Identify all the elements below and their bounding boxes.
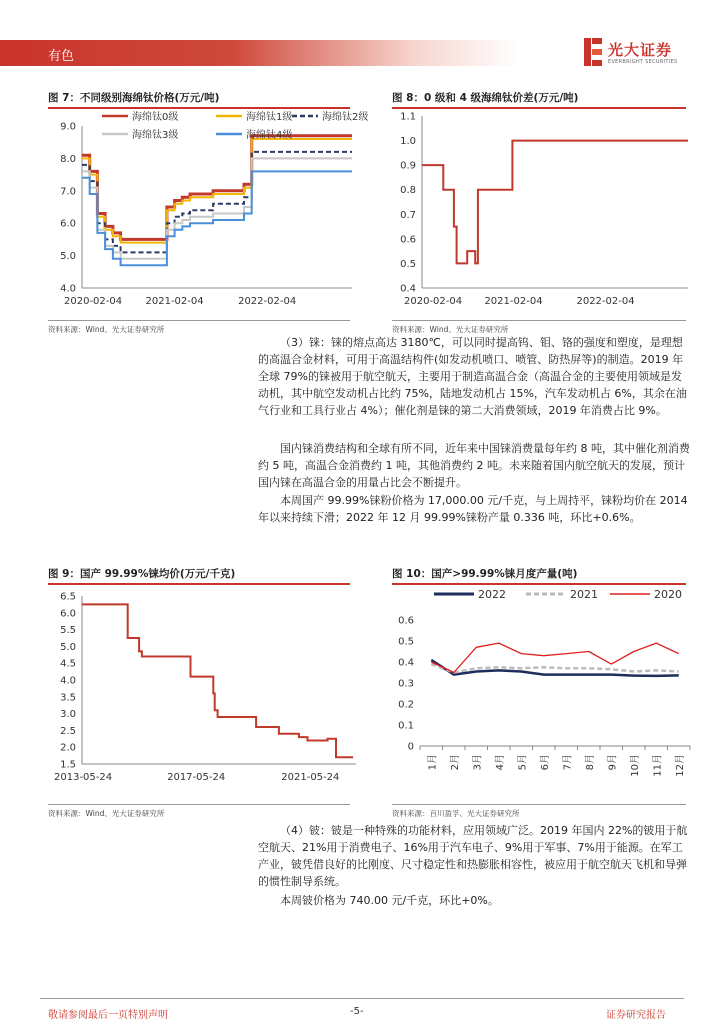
fig10-legend-label: 2022 — [478, 588, 506, 601]
fig7-xtick-label: 2022-02-04 — [238, 296, 297, 307]
fig8-ytick-label: 0.4 — [400, 283, 416, 295]
fig7-legend-label: 海绵钛1级 — [246, 112, 293, 123]
fig9-ytick-label: 6.0 — [60, 608, 76, 620]
fig8-xtick-label: 2022-02-04 — [576, 296, 635, 307]
brand-name: 光大证券 — [608, 41, 673, 59]
fig9-xtick-label: 2021-05-24 — [281, 772, 340, 783]
fig9-title: 图 9：国产 99.99%铼均价(万元/千克) — [48, 566, 350, 585]
fig7-ytick-label: 5.0 — [60, 251, 76, 263]
fig10-ytick-label: 0.3 — [398, 678, 414, 690]
fig10-xtick-label: 4月 — [494, 754, 506, 771]
fig7-ytick-label: 9.0 — [60, 121, 76, 133]
fig10-xtick-label: 11月 — [652, 754, 664, 777]
fig9-xtick-label: 2017-05-24 — [167, 772, 226, 783]
fig10-xtick-label: 7月 — [562, 754, 574, 771]
fig7-source: 资料来源：Wind、光大证券研究所 — [48, 320, 350, 335]
fig10-xtick-label: 3月 — [472, 754, 484, 771]
fig10-legend-label: 2021 — [570, 588, 598, 601]
fig10-series-line — [431, 660, 679, 676]
fig10-chart — [384, 584, 694, 796]
logo-mark-icon — [584, 38, 602, 66]
fig8-ytick-label: 1.0 — [400, 136, 416, 148]
fig7-ytick-label: 8.0 — [60, 153, 76, 165]
fig8-source: 资料来源：Wind、光大证券研究所 — [392, 320, 686, 335]
paragraph-beryllium-intro: （4）铍：铍是一种特殊的功能材料，应用领域广泛。2019 年国内 22%的铍用于航空航天、21%用于消费电子、16%用于汽车电子、9%用于军事、7%用于能源。在军工产业，铍凭借良好的比刚度、尺寸稳定性和热膨胀相容性，被应用于航空航天飞机和导弹的惯性制导系统。 — [258, 824, 688, 888]
fig10-xtick-label: 1月 — [427, 754, 439, 771]
fig9-ytick-label: 2.5 — [60, 725, 76, 737]
fig9-ytick-label: 6.5 — [60, 591, 76, 603]
fig10-ytick-label: 0.6 — [398, 615, 414, 627]
footer-divider — [40, 998, 684, 999]
fig10-xtick-label: 9月 — [607, 754, 619, 771]
fig9-ytick-label: 5.0 — [60, 641, 76, 653]
paragraph-rhenium-price: 本周国产 99.99%铼粉价格为 17,000.00 元/千克，与上周持平，铼粉均价在 2014 年以来持续下滑；2022 年 12 月 99.99%铼粉产量 0.336 吨，环比+0.6%。 — [258, 494, 688, 524]
fig9-ytick-label: 5.5 — [60, 625, 76, 637]
fig7-xtick-label: 2021-02-04 — [145, 296, 204, 307]
paragraph-beryllium-price: 本周铍价格为 740.00 元/千克，环比+0%。 — [280, 894, 499, 907]
fig8-xtick-label: 2020-02-04 — [404, 296, 463, 307]
fig8-ytick-label: 0.9 — [400, 160, 416, 172]
fig9-series-line — [82, 604, 353, 757]
fig10-xtick-label: 8月 — [584, 754, 596, 771]
fig10-ytick-label: 0.2 — [398, 699, 414, 711]
fig9-ytick-label: 4.5 — [60, 658, 76, 670]
fig8-xtick-label: 2021-02-04 — [484, 296, 543, 307]
fig9-chart — [40, 586, 360, 786]
fig7-series-line — [82, 171, 352, 265]
fig7-ytick-label: 4.0 — [60, 283, 76, 295]
footer-report-type: 证券研究报告 — [606, 1010, 666, 1021]
fig7-title: 图 7：不同级别海绵钛价格(万元/吨) — [48, 90, 350, 109]
fig8-ytick-label: 0.5 — [400, 258, 416, 270]
fig8-chart — [384, 110, 694, 310]
fig10-ytick-label: 0 — [407, 741, 414, 753]
fig8-series-line — [422, 141, 688, 264]
footer-disclaimer: 敬请参阅最后一页特别声明 — [48, 1010, 168, 1021]
fig9-ytick-label: 3.5 — [60, 692, 76, 704]
fig10-series-line — [431, 643, 679, 672]
fig7-ytick-label: 7.0 — [60, 186, 76, 198]
fig9-source: 资料来源：Wind、光大证券研究所 — [48, 804, 350, 819]
fig8-ytick-label: 0.7 — [400, 209, 416, 221]
fig10-xtick-label: 2月 — [449, 754, 461, 771]
fig9-ytick-label: 4.0 — [60, 675, 76, 687]
fig9-xtick-label: 2013-05-24 — [54, 772, 113, 783]
fig8-ytick-label: 0.6 — [400, 234, 416, 246]
fig7-series-line — [82, 152, 352, 253]
fig8-ytick-label: 1.1 — [400, 111, 416, 123]
fig10-xtick-label: 5月 — [517, 754, 529, 771]
fig10-title: 图 10：国产>99.99%铼月度产量(吨) — [392, 566, 686, 585]
fig10-xtick-label: 10月 — [629, 754, 641, 777]
fig9-ytick-label: 1.5 — [60, 759, 76, 771]
section-band — [0, 40, 520, 66]
fig7-chart — [40, 110, 369, 310]
fig10-xtick-label: 12月 — [674, 754, 686, 777]
page-number: -5- — [350, 1006, 364, 1017]
fig10-xtick-label: 6月 — [539, 754, 551, 771]
fig10-series-line — [431, 664, 679, 672]
brand-subtitle: EVERBRIGHT SECURITIES — [608, 59, 678, 65]
paragraph-rhenium-intro: （3）铼：铼的熔点高达 3180℃，可以同时提高钨、钼、铬的强度和塑度，是理想的高温合金材料，可用于高温结构件(如发动机喷口、喷管、防热屏等)的制造。2019 年全球 79%的铼被用于航空航天，主要用于制造高温合金（高温合金的主要使用领域是发动机，其中航空发动机占比约 75%，陆地发动机占 15%，汽车发动机占 6%，其余在油气行业和工具行业占 4%）；催化剂是铼的第二大消费领域，2019 年消费占比 9%。 — [258, 336, 687, 417]
fig10-ytick-label: 0.1 — [398, 720, 414, 732]
paragraph-rhenium-domestic: 国内铼消费结构和全球有所不同，近年来中国铼消费量每年约 8 吨，其中催化剂消费约 5 吨，高温合金消费约 1 吨，其他消费约 2 吨。未来随着国内航空航天的发展，预计国内铼在高温合金的用量占比会不断提升。 — [258, 442, 690, 489]
fig7-legend-label: 海绵钛0级 — [132, 112, 179, 123]
fig8-ytick-label: 0.8 — [400, 185, 416, 197]
fig10-ytick-label: 0.5 — [398, 636, 414, 648]
fig9-ytick-label: 2.0 — [60, 742, 76, 754]
fig7-legend-label: 海绵钛4级 — [246, 130, 293, 141]
fig7-legend-label: 海绵钛3级 — [132, 130, 179, 141]
section-label: 有色 — [48, 49, 75, 64]
fig8-title: 图 8：0 级和 4 级海绵钛价差(万元/吨) — [392, 90, 686, 109]
fig10-source: 资料来源：百川盈孚、光大证券研究所 — [392, 804, 686, 819]
brand-logo — [584, 38, 694, 72]
fig7-legend-label: 海绵钛2级 — [322, 112, 369, 123]
fig9-ytick-label: 3.0 — [60, 709, 76, 721]
fig10-legend-label: 2020 — [654, 588, 682, 601]
fig10-ytick-label: 0.4 — [398, 657, 414, 669]
fig7-xtick-label: 2020-02-04 — [64, 296, 123, 307]
fig7-ytick-label: 6.0 — [60, 218, 76, 230]
fig7-series-line — [82, 158, 352, 258]
